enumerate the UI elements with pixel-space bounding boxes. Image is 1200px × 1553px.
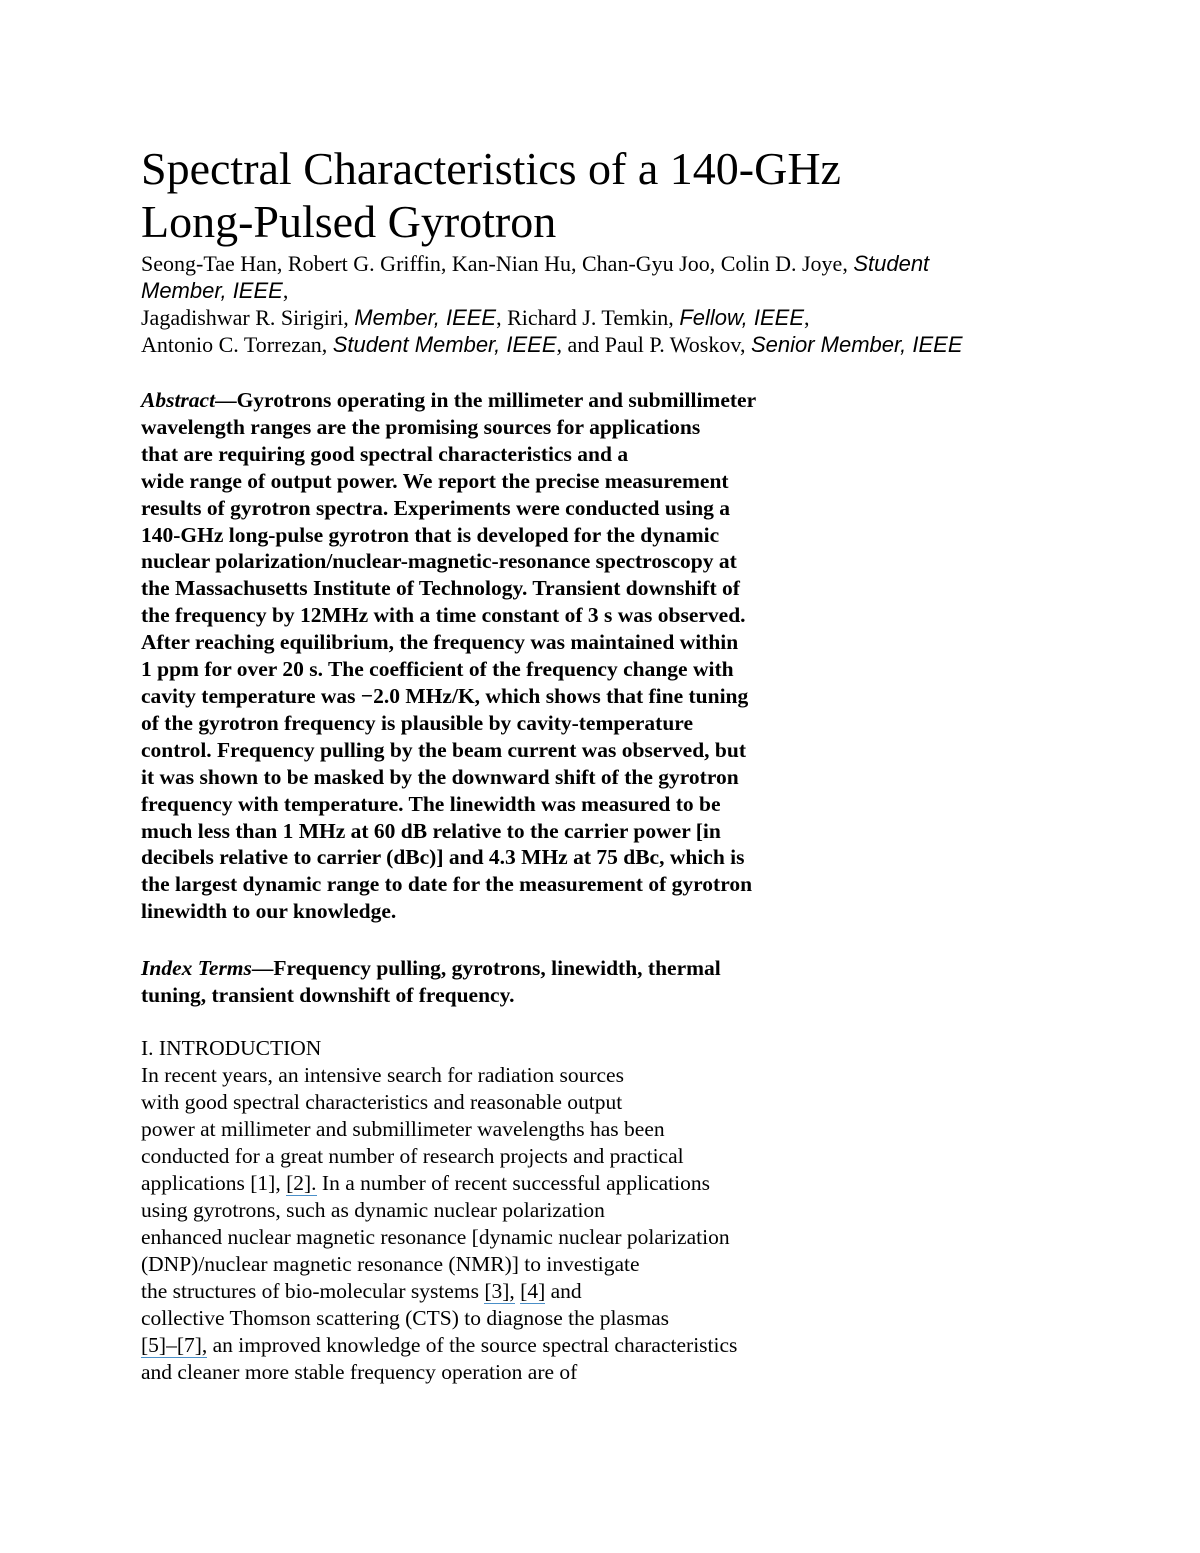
body-line <box>141 1278 861 1305</box>
author-line-4 <box>141 331 1141 358</box>
citation-link-4[interactable]: [4] <box>520 1279 546 1303</box>
section-heading-introduction: I. INTRODUCTION <box>141 1036 322 1060</box>
abstract-line: wavelength ranges are the promising sources for applications <box>141 414 701 439</box>
abstract-line: of the gyrotron frequency is plausible by cavity-temperature <box>141 710 693 735</box>
author-affiliation: Student Member, IEEE <box>332 332 557 357</box>
body-line: collective Thomson scattering (CTS) to diagnose the plasmas <box>141 1306 670 1330</box>
body-text: applications [1], <box>141 1171 287 1195</box>
abstract-line: 1 ppm for over 20 s. The coefficient of the frequency change with <box>141 657 734 682</box>
body-line: using gyrotrons, such as dynamic nuclear polarization <box>141 1198 605 1222</box>
body-text: an improved knowledge of the source spectral characteristics <box>207 1333 738 1357</box>
abstract-line: control. Frequency pulling by the beam current was observed, but <box>141 737 747 762</box>
abstract-line: decibels relative to carrier (dBc)] and 4.3 MHz at 75 dBc, which is <box>141 845 745 870</box>
author-names: Jagadishwar R. Sirigiri, <box>141 305 355 330</box>
abstract-line: results of gyrotron spectra. Experiments were conducted using a <box>141 495 731 520</box>
author-names: Antonio C. Torrezan, <box>141 332 333 357</box>
author-affiliation: Senior Member, IEEE <box>750 332 963 357</box>
citation-link-2[interactable]: [2]. <box>286 1171 317 1195</box>
body-line: enhanced nuclear magnetic resonance [dynamic nuclear polarization <box>141 1225 730 1249</box>
index-terms-line: tuning, transient downshift of frequency. <box>141 983 515 1007</box>
body-line <box>141 1332 861 1359</box>
body-line: In recent years, an intensive search for radiation sources <box>141 1063 624 1087</box>
abstract-line: that are requiring good spectral characteristics and a <box>141 441 629 466</box>
author-line-3 <box>141 304 1141 331</box>
body-text: and <box>545 1279 582 1303</box>
title-line-2: Long-Pulsed Gyrotron <box>141 196 557 247</box>
abstract-line: frequency with temperature. The linewidth was measured to be <box>141 791 721 816</box>
abstract-text: —Gyrotrons operating in the millimeter and submillimeter <box>215 388 757 412</box>
abstract-line: the frequency by 12MHz with a time constant of 3 s was observed. <box>141 603 746 628</box>
abstract-line: cavity temperature was −2.0 MHz/K, which shows that fine tuning <box>141 683 749 708</box>
abstract <box>141 387 861 925</box>
index-terms-text: —Frequency pulling, gyrotrons, linewidth, thermal <box>251 956 721 980</box>
abstract-line: the Massachusetts Institute of Technology. Transient downshift of <box>141 576 740 601</box>
citation-link-5-7[interactable]: [5]–[7], <box>141 1333 208 1357</box>
introduction-body <box>141 1062 861 1386</box>
author-separator: , <box>804 305 810 330</box>
abstract-line: 140-GHz long-pulse gyrotron that is developed for the dynamic <box>141 522 720 547</box>
title-line-1: Spectral Characteristics of a 140-GHz <box>141 143 841 194</box>
abstract-line <box>141 387 861 414</box>
body-line: conducted for a great number of research projects and practical <box>141 1144 684 1168</box>
author-affiliation: Fellow, IEEE <box>679 305 805 330</box>
body-line: with good spectral characteristics and reasonable output <box>141 1090 623 1114</box>
paper-title <box>141 142 1141 248</box>
author-affiliation: Member, IEEE <box>141 278 283 303</box>
author-list <box>141 250 1141 358</box>
author-names: , Richard J. Temkin, <box>496 305 680 330</box>
abstract-label: Abstract <box>141 388 216 412</box>
author-line-1 <box>141 250 1141 277</box>
author-names: , and Paul P. Woskov, <box>556 332 751 357</box>
abstract-line: the largest dynamic range to date for the measurement of gyrotron <box>141 872 753 897</box>
author-affiliation: Member, IEEE <box>354 305 497 330</box>
body-text: In a number of recent successful applications <box>316 1171 710 1195</box>
body-line: power at millimeter and submillimeter wavelengths has been <box>141 1117 665 1141</box>
citation-link-3[interactable]: [3], <box>484 1279 515 1303</box>
author-line-2 <box>141 277 1141 304</box>
index-terms-label: Index Terms <box>141 956 252 980</box>
author-names: Seong-Tae Han, Robert G. Griffin, Kan-Nian Hu, Chan-Gyu Joo, Colin D. Joye, <box>141 251 854 276</box>
author-affiliation: Student <box>853 251 930 276</box>
abstract-line: much less than 1 MHz at 60 dB relative to the carrier power [in <box>141 818 721 843</box>
abstract-line: nuclear polarization/nuclear-magnetic-resonance spectroscopy at <box>141 549 737 574</box>
abstract-line: wide range of output power. We report the precise measurement <box>141 468 729 493</box>
abstract-line: After reaching equilibrium, the frequency was maintained within <box>141 630 739 655</box>
index-terms <box>141 955 861 1009</box>
author-separator: , <box>282 278 289 303</box>
abstract-line: linewidth to our knowledge. <box>141 899 397 924</box>
abstract-line: it was shown to be masked by the downward shift of the gyrotron <box>141 764 739 789</box>
body-line: (DNP)/nuclear magnetic resonance (NMR)] to investigate <box>141 1252 640 1276</box>
body-text: the structures of bio-molecular systems <box>141 1279 485 1303</box>
body-line <box>141 1170 861 1197</box>
index-terms-line <box>141 955 861 982</box>
body-line: and cleaner more stable frequency operation are of <box>141 1360 578 1384</box>
